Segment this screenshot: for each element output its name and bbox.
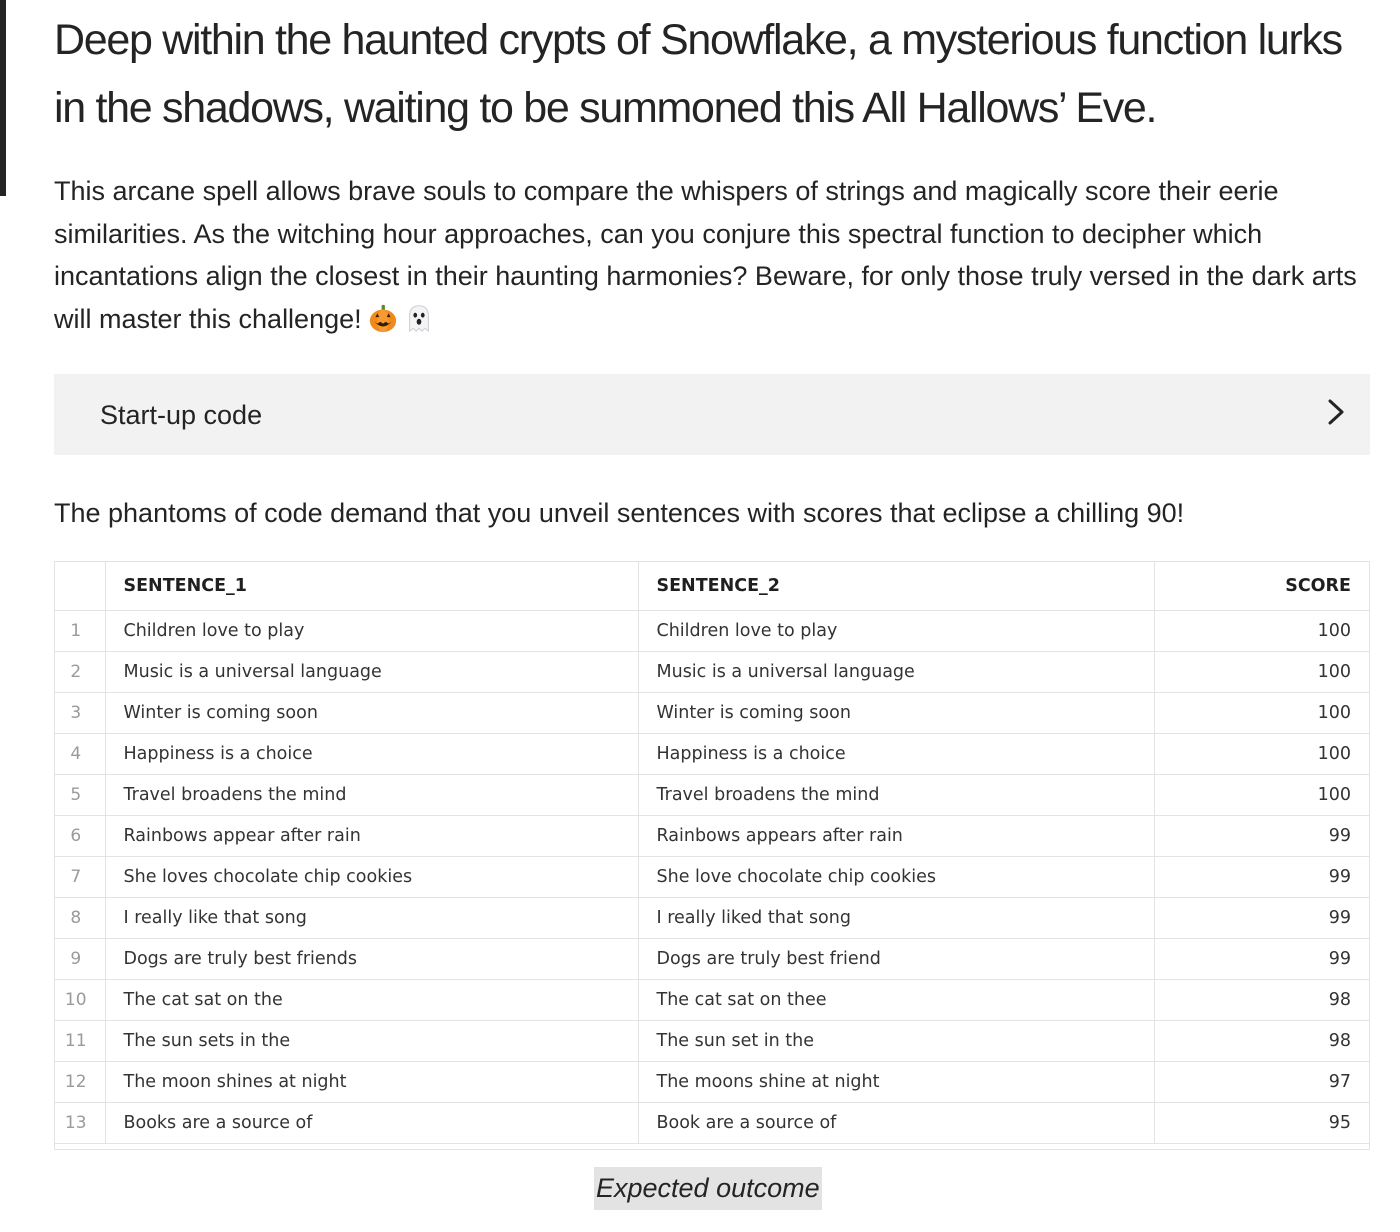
table-row	[55, 1062, 1369, 1103]
sentence-1-cell: Rainbows appear after rain	[105, 816, 638, 857]
row-number: 4	[55, 734, 105, 775]
score-cell: 100	[1154, 734, 1369, 775]
heading: Deep within the haunted crypts of Snowflake, a mysterious function lurks in the shadows, waiting to be summoned this All Hallows’ Eve.	[54, 16, 1342, 132]
score-cell: 100	[1154, 693, 1369, 734]
table-row	[55, 734, 1369, 775]
sentence-1-cell: Children love to play	[105, 611, 638, 652]
figure-caption: Expected outcome	[594, 1167, 822, 1210]
sentence-2-cell: Rainbows appears after rain	[638, 816, 1154, 857]
sentence-1-cell: The moon shines at night	[105, 1062, 638, 1103]
score-cell: 98	[1154, 1021, 1369, 1062]
sentence-1-cell: The cat sat on the	[105, 980, 638, 1021]
sentence-1-cell: Books are a source of	[105, 1103, 638, 1144]
sentence-1-cell: She loves chocolate chip cookies	[105, 857, 638, 898]
sentence-2-cell: The sun set in the	[638, 1021, 1154, 1062]
requirement-text: The phantoms of code demand that you unveil sentences with scores that eclipse a chilling 90!	[54, 498, 1185, 528]
sentence-2-cell: Music is a universal language	[638, 652, 1154, 693]
row-number: 2	[55, 652, 105, 693]
column-header-sentence-2: SENTENCE_2	[638, 562, 1154, 611]
table-row	[55, 775, 1369, 816]
row-number-header	[55, 562, 105, 611]
sentence-1-cell: I really like that song	[105, 898, 638, 939]
pumpkin-emoji	[368, 303, 398, 333]
row-number: 11	[55, 1021, 105, 1062]
score-cell: 99	[1154, 816, 1369, 857]
sentence-2-cell: Dogs are truly best friend	[638, 939, 1154, 980]
sentence-2-cell: Happiness is a choice	[638, 734, 1154, 775]
sentence-1-cell: Happiness is a choice	[105, 734, 638, 775]
sentence-2-cell: The moons shine at night	[638, 1062, 1154, 1103]
sentence-2-cell: The cat sat on thee	[638, 980, 1154, 1021]
row-number: 3	[55, 693, 105, 734]
table-row	[55, 1103, 1369, 1144]
row-number: 7	[55, 857, 105, 898]
table-row	[55, 652, 1369, 693]
table-row	[55, 1021, 1369, 1062]
column-header-score: SCORE	[1154, 562, 1369, 611]
table-row	[55, 611, 1369, 652]
table-row	[55, 980, 1369, 1021]
chevron-right-icon[interactable]	[1324, 398, 1348, 426]
sentence-2-cell: Book are a source of	[638, 1103, 1154, 1144]
row-number: 5	[55, 775, 105, 816]
score-cell: 99	[1154, 857, 1369, 898]
table-header-row	[55, 562, 1369, 611]
column-header-sentence-1: SENTENCE_1	[105, 562, 638, 611]
sentence-2-cell: She love chocolate chip cookies	[638, 857, 1154, 898]
sentence-1-cell: Music is a universal language	[105, 652, 638, 693]
score-cell: 100	[1154, 611, 1369, 652]
sentence-1-cell: Travel broadens the mind	[105, 775, 638, 816]
table-row	[55, 898, 1369, 939]
table-row	[55, 939, 1369, 980]
intro-text: This arcane spell allows brave souls to compare the whispers of strings and magically score their eerie similarities. As the witching hour approaches, can you conjure this spectral function to decipher which incantations align the closest in their haunting harmonies? Beware, for only those truly versed in the dark arts will master this challenge!	[54, 176, 1357, 334]
row-number: 8	[55, 898, 105, 939]
score-cell: 98	[1154, 980, 1369, 1021]
sentence-2-cell: Travel broadens the mind	[638, 775, 1154, 816]
score-cell: 95	[1154, 1103, 1369, 1144]
score-cell: 100	[1154, 652, 1369, 693]
row-number: 9	[55, 939, 105, 980]
ghost-emoji	[404, 303, 434, 333]
score-cell: 97	[1154, 1062, 1369, 1103]
table-row	[55, 857, 1369, 898]
intro-paragraph	[54, 170, 1374, 340]
score-cell: 99	[1154, 939, 1369, 980]
startup-code-accordion[interactable]	[54, 374, 1370, 455]
sentence-1-cell: Dogs are truly best friends	[105, 939, 638, 980]
accordion-label: Start-up code	[100, 400, 263, 430]
row-number: 1	[55, 611, 105, 652]
sentence-1-cell: The sun sets in the	[105, 1021, 638, 1062]
row-number: 12	[55, 1062, 105, 1103]
row-number: 6	[55, 816, 105, 857]
row-number: 13	[55, 1103, 105, 1144]
sentence-2-cell: Children love to play	[638, 611, 1154, 652]
table-row	[55, 693, 1369, 734]
score-cell: 100	[1154, 775, 1369, 816]
blockquote-bar	[0, 0, 6, 196]
sentence-2-cell: Winter is coming soon	[638, 693, 1154, 734]
score-cell: 99	[1154, 898, 1369, 939]
table-row	[55, 816, 1369, 857]
sentence-1-cell: Winter is coming soon	[105, 693, 638, 734]
sentence-2-cell: I really liked that song	[638, 898, 1154, 939]
row-number: 10	[55, 980, 105, 1021]
results-table	[54, 561, 1370, 1150]
